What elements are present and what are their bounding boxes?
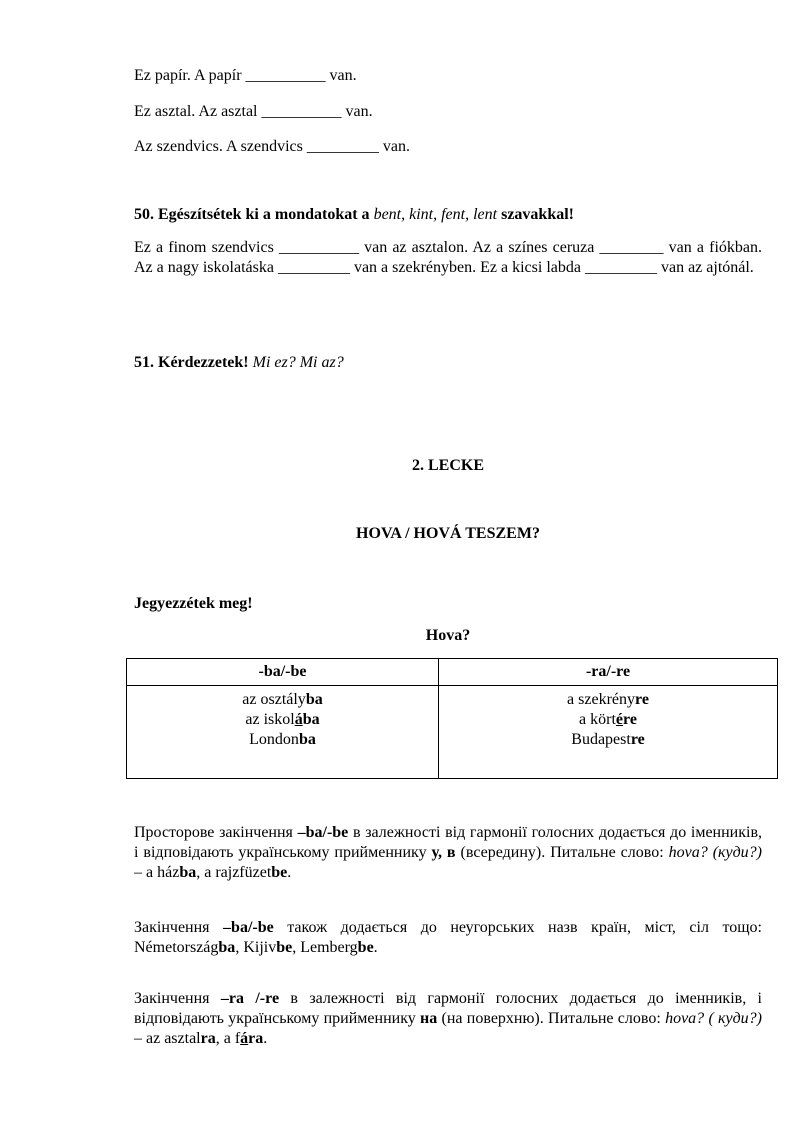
paragraph-ba-be-names: Закінчення –ba/-be також додається до неугорських назв країн, міст, сіл тощо: Németországba, Kijivbe, Lembergbe. (134, 919, 762, 956)
note-heading: Jegyezzétek meg! (134, 595, 253, 612)
example-word: Budapestre (571, 731, 645, 748)
exercise-50-instruction: Egészítsétek ki a mondatokat a (158, 206, 370, 223)
lesson-number: 2. LECKE (411, 457, 484, 474)
exercise-50-number: 50. (134, 206, 154, 223)
exercise-49-line-3: Az szendvics. A szendvics _________ van. (134, 138, 410, 155)
table-caption: Hova? (425, 627, 471, 644)
example-word: a szekrényre (567, 691, 649, 708)
table-header-ba-be: -ba/-be (127, 659, 439, 686)
exercise-51-label: 51. Kérdezzetek! (134, 354, 249, 371)
example-word: az osztályba (242, 691, 323, 708)
example-word: az iskolába (245, 711, 320, 728)
exercise-51-questions: Mi ez? Mi az? (252, 354, 344, 371)
table-cell-ra-re-examples (439, 686, 778, 779)
exercise-49-line-1: Ez papír. A papír __________ van. (134, 67, 357, 84)
suffix-table (126, 658, 778, 779)
table-header-ra-re: -ra/-re (439, 659, 778, 686)
exercise-50-words: bent, kint, fent, lent (373, 206, 498, 223)
exercise-50-heading (134, 205, 574, 225)
exercise-50-text: Ez a finom szendvics __________ van az asztalon. Az a színes ceruza ________ van a fiókban. Az a nagy iskolatáska _________ van a szekrényben. Ez a kicsi labda _________ van az ajtónál. (134, 239, 762, 276)
paragraph-ba-be-rule: Просторове закінчення –ba/-be в залежності від гармонії голосних додається до іменників, і відповідають українському прийменнику у, в (всередину). Питальне слово: hova? (куди?) – a házba, a rajzfüzetbe. (134, 824, 763, 881)
paragraph-ra-re-rule: Закінчення –ra /-re в залежності від гармонії голосних додається до іменників, і відповідають українському прийменнику на (на поверхню). Питальне слово: hova? ( куди?) – az asztalra, a fára. (134, 990, 763, 1047)
exercise-49-line-2: Ez asztal. Az asztal __________ van. (134, 103, 373, 120)
exercise-51-heading (134, 353, 344, 373)
example-word: a körtére (579, 711, 637, 728)
exercise-50-instruction-end: szavakkal! (501, 206, 574, 223)
lesson-title: HOVA / HOVÁ TESZEM? (356, 525, 540, 542)
example-word: Londonba (249, 731, 316, 748)
table-cell-ba-be-examples (127, 686, 439, 779)
